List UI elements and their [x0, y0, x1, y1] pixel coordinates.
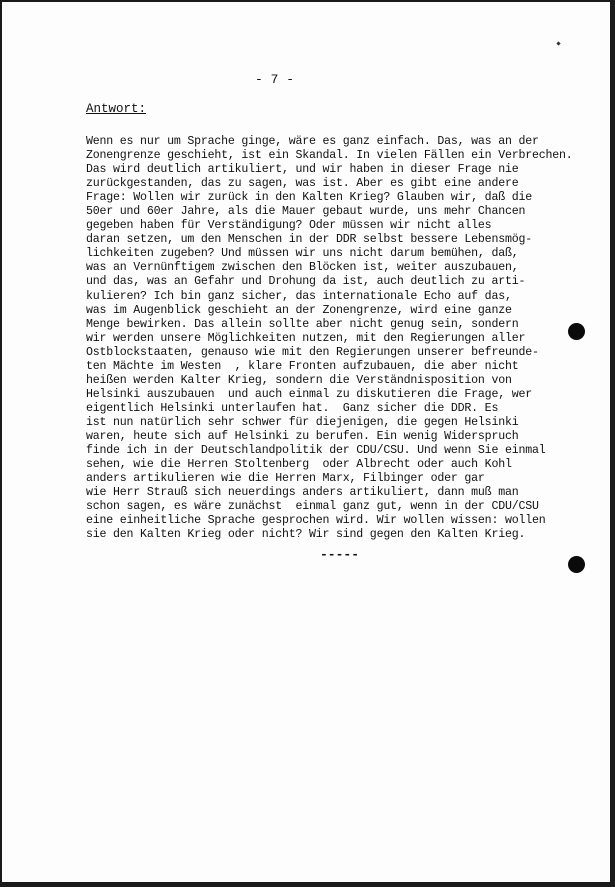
body-line: schon sagen, es wäre zunächst einmal ganz gut, wenn in der CDU/CSU [86, 500, 539, 514]
body-line: Wenn es nur um Sprache ginge, wäre es ganz einfach. Das, was an der [86, 135, 539, 148]
scan-speck [556, 41, 560, 45]
body-line: Zonengrenze geschieht, ist ein Skandal. In vielen Fällen ein Verbrechen. [86, 149, 573, 163]
end-separator: ----- [320, 547, 360, 562]
body-line: sie den Kalten Krieg oder nicht? Wir sind gegen den Kalten Krieg. [86, 528, 526, 542]
body-line: zurückgestanden, das zu sagen, was ist. Aber es gibt eine andere [86, 177, 519, 191]
body-line: und das, was an Gefahr und Drohung da ist, auch deutlich zu arti- [86, 275, 526, 289]
body-line: anders artikulieren wie die Herren Marx, Filbinger oder gar [86, 472, 485, 486]
body-line: eine einheitliche Sprache gesprochen wird. Wir wollen wissen: wollen [86, 514, 546, 528]
body-line: sehen, wie die Herren Stoltenberg oder Albrecht oder auch Kohl [86, 458, 512, 472]
document-page [2, 2, 610, 882]
body-line: daran setzen, um den Menschen in der DDR selbst bessere Lebensmög- [86, 233, 532, 247]
body-line: waren, heute sich auf Helsinki zu berufen. Ein wenig Widerspruch [86, 429, 519, 443]
body-line: Frage: Wollen wir zurück in den Kalten Krieg? Glauben wir, daß die [86, 191, 532, 205]
body-line: eigentlich Helsinki unterlaufen hat. Ganz sicher die DDR. Es [86, 401, 499, 415]
punch-hole [568, 556, 585, 573]
body-line: kulieren? Ich bin ganz sicher, das internationale Echo auf das, [86, 289, 512, 303]
body-line: Ostblockstaaten, genauso wie mit den Regierungen unserer befreunde- [86, 345, 539, 359]
body-line: 50er und 60er Jahre, als die Mauer gebaut wurde, uns mehr Chancen [86, 205, 526, 219]
body-line: was an Vernünftigem zwischen den Blöcken ist, weiter auszubauen, [86, 261, 519, 275]
body-line: Das wird deutlich artikuliert, und wir haben in dieser Frage nie [86, 163, 519, 177]
body-line: Menge bewirken. Das allein sollte aber nicht genug sein, sondern [86, 317, 519, 331]
answer-body [86, 135, 606, 542]
body-line: heißen werden Kalter Krieg, sondern die Verständnisposition von [86, 373, 512, 387]
answer-heading: Antwort: [86, 102, 147, 116]
body-line: finde ich in der Deutschlandpolitik der CDU/CSU. Und wenn Sie einmal [86, 444, 546, 458]
page-number: - 7 - [254, 72, 294, 87]
punch-hole [568, 323, 585, 340]
body-line: ten Mächte im Westen , klare Fronten aufzubauen, die aber nicht [86, 359, 519, 373]
body-line: lichkeiten zugeben? Und müssen wir uns nicht darum bemühen, daß, [86, 247, 519, 261]
body-line: wie Herr Strauß sich neuerdings anders artikuliert, dann muß man [86, 486, 519, 500]
body-line: wir werden unsere Möglichkeiten nutzen, mit den Regierungen aller [86, 331, 526, 345]
body-line: Helsinki auszubauen und auch einmal zu diskutieren die Frage, wer [86, 387, 532, 401]
body-line: gegeben haben für Verständigung? Oder müssen wir nicht alles [86, 219, 492, 233]
body-line: ist nun natürlich sehr schwer für diejenigen, die gegen Helsinki [86, 415, 519, 429]
body-line: was im Augenblick geschieht an der Zonengrenze, wird eine ganze [86, 303, 512, 317]
